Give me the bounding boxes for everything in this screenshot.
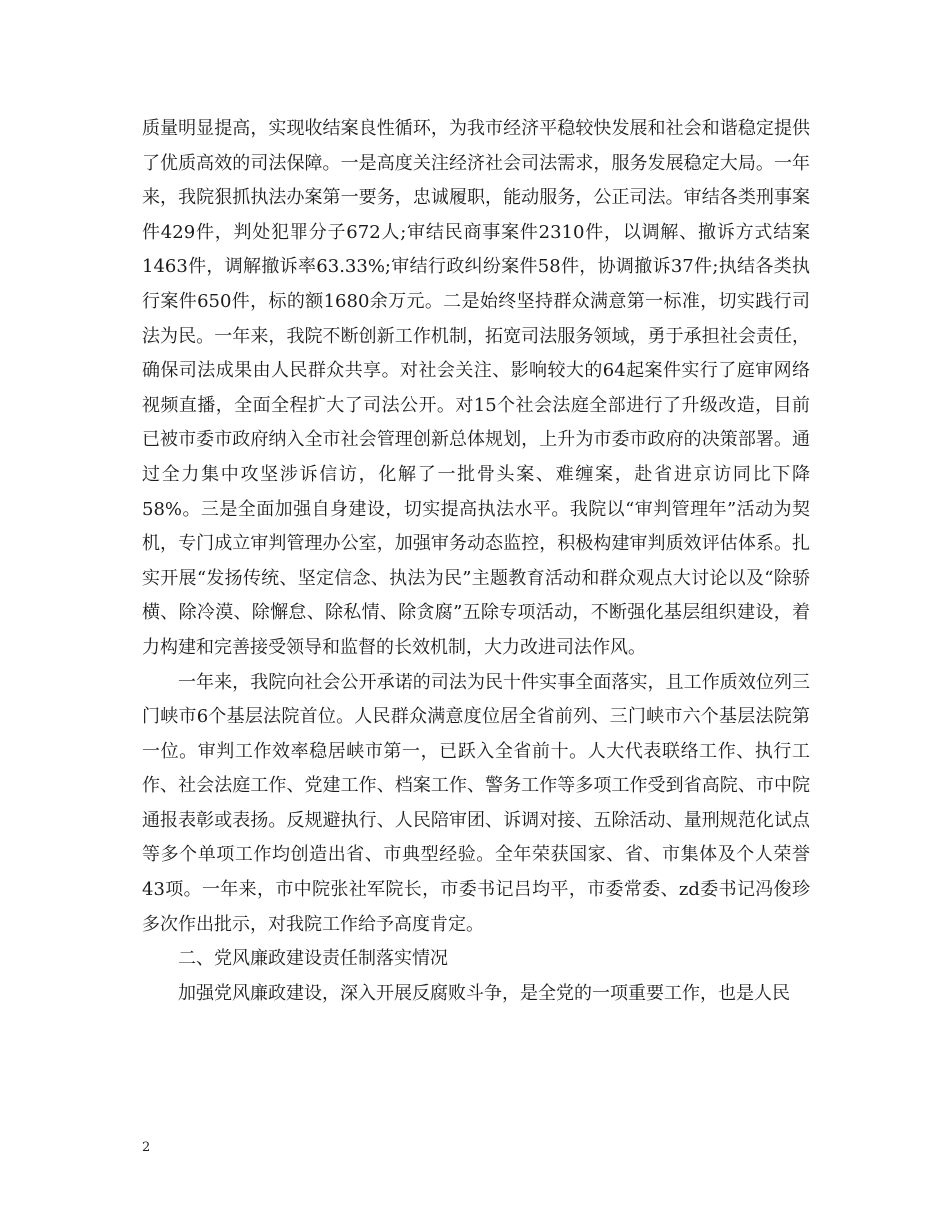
paragraph-3: 加强党风廉政建设，深入开展反腐败斗争，是全党的一项重要工作，也是人民 xyxy=(178,982,790,1004)
section-heading: 二、党风廉政建设责任制落实情况 xyxy=(178,948,448,970)
paragraph-2: 一年来，我院向社会公开承诺的司法为民十件实事全面落实，且工作质效位列三门峡市6个基层法院首位。人民群众满意度位居全省前列、三门峡市六个基层法院第一位。审判工作效率稳居峡市第一，已跃入全省前十。人大代表联络工作、执行工作、社会法庭工作、党建工作、档案工作、警务工作等多项工作受到省高院、市中院通报表彰或表扬。反规避执行、人民陪审团、诉调对接、五除活动、量刑规范化试点等多个单项工作均创造出省、市典型经验。全年荣获国家、省、市集体及个人荣誉43项。一年来，市中院张社军院长，市委书记吕均平，市委常委、zd委书记冯俊珍多次作出批示，对我院工作给予高度肯定。 xyxy=(142,671,810,935)
document-body xyxy=(142,112,810,1011)
paragraph-1: 质量明显提高，实现收结案良性循环，为我市经济平稳较快发展和社会和谐稳定提供了优质高效的司法保障。一是高度关注经济社会司法需求，服务发展稳定大局。一年来，我院狠抓执法办案第一要务，忠诚履职，能动服务，公正司法。审结各类刑事案件429件，判处犯罪分子672人;审结民商事案件2310件，以调解、撤诉方式结案1463件，调解撤诉率63.33%;审结行政纠纷案件58件，协调撤诉37件;执结各类执行案件650件，标的额1680余万元。二是始终坚持群众满意第一标准，切实践行司法为民。一年来，我院不断创新工作机制，拓宽司法服务领域，勇于承担社会责任，确保司法成果由人民群众共享。对社会关注、影响较大的64起案件实行了庭审网络视频直播，全面全程扩大了司法公开。对15个社会法庭全部进行了升级改造，目前已被市委市政府纳入全市社会管理创新总体规划，上升为市委市政府的决策部署。通过全力集中攻坚涉诉信访，化解了一批骨头案、难缠案，赴省进京访同比下降58%。三是全面加强自身建设，切实提高执法水平。我院以“审判管理年”活动为契机，专门成立审判管理办公室，加强审务动态监控，积极构建审判质效评估体系。扎实开展“发扬传统、坚定信念、执法为民”主题教育活动和群众观点大讨论以及“除骄横、除冷漠、除懈怠、除私情、除贪腐”五除专项活动，不断强化基层组织建设，着力构建和完善接受领导和监督的长效机制，大力改进司法作风。 xyxy=(142,118,810,658)
page-number: 2 xyxy=(142,1140,151,1155)
